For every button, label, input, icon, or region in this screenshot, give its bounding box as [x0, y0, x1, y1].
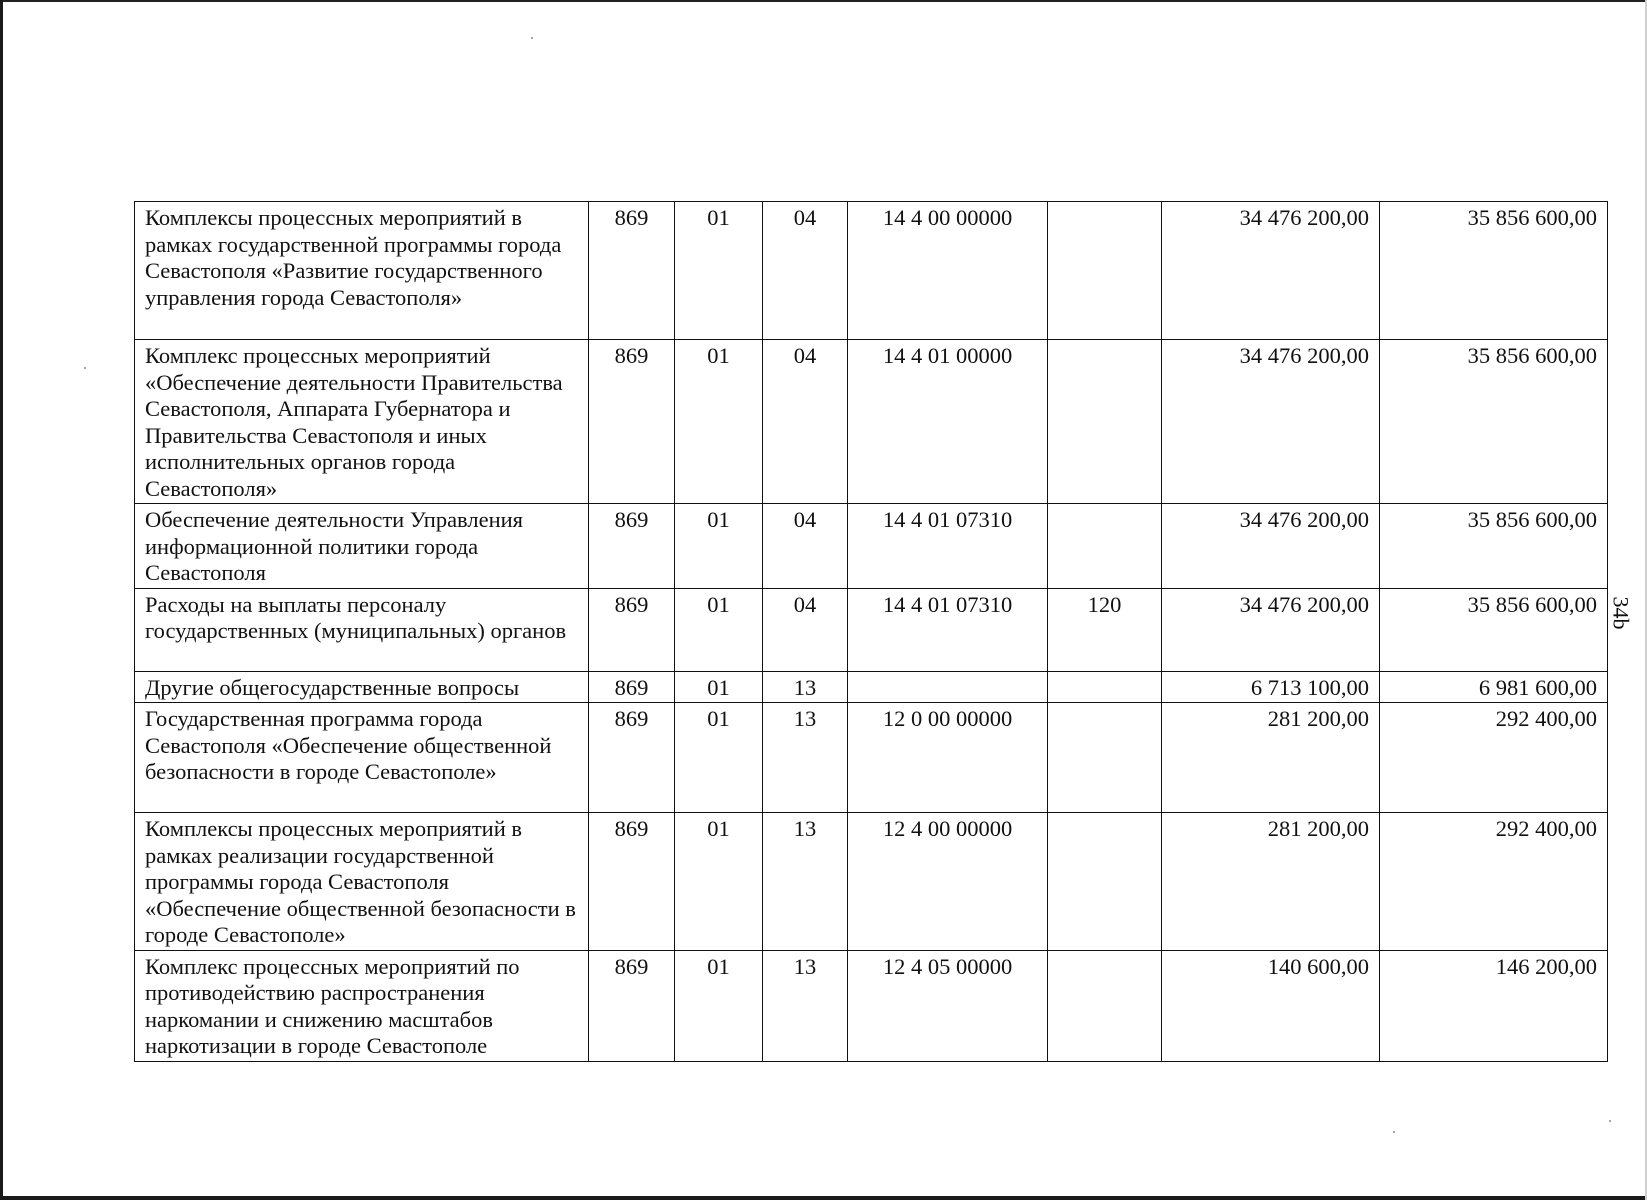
target-article-cell: 14 4 01 00000: [848, 340, 1048, 504]
grbs-code-cell: 869: [589, 588, 675, 671]
scan-speck: [1609, 1120, 1611, 1122]
subsection-code-cell: 13: [763, 703, 848, 813]
grbs-code-cell: 869: [589, 504, 675, 589]
budget-table: [134, 201, 1608, 1062]
scan-speck: [84, 367, 86, 369]
target-article-cell: 14 4 01 07310: [848, 504, 1048, 589]
expense-type-cell: [1048, 703, 1162, 813]
amount-year1-cell: 281 200,00: [1162, 703, 1380, 813]
row-name-cell: Комплекс процессных мероприятий «Обеспечение деятельности Правительства Севастополя, Аппарата Губернатора и Правительства Севастополя и иных исполнительных органов города Севастополя»: [135, 340, 589, 504]
amount-year1-cell: 34 476 200,00: [1162, 588, 1380, 671]
target-article-cell: 12 0 00 00000: [848, 703, 1048, 813]
scan-speck: [1393, 1131, 1395, 1133]
grbs-code-cell: 869: [589, 703, 675, 813]
scan-edge-bottom: [0, 1196, 1647, 1200]
amount-year2-cell: 6 981 600,00: [1380, 671, 1608, 703]
table-row: [135, 588, 1608, 671]
row-name-cell: Расходы на выплаты персоналу государственных (муниципальных) органов: [135, 588, 589, 671]
target-article-cell: 14 4 00 00000: [848, 202, 1048, 340]
expense-type-cell: [1048, 340, 1162, 504]
amount-year1-cell: 6 713 100,00: [1162, 671, 1380, 703]
target-article-cell: 12 4 00 00000: [848, 813, 1048, 951]
target-article-cell: 12 4 05 00000: [848, 950, 1048, 1061]
expense-type-cell: 120: [1048, 588, 1162, 671]
scan-edge-top: [0, 0, 1647, 2]
amount-year2-cell: 292 400,00: [1380, 703, 1608, 813]
amount-year2-cell: 146 200,00: [1380, 950, 1608, 1061]
row-name-cell: Комплексы процессных мероприятий в рамках реализации государственной программы города Севастополя «Обеспечение общественной безопасности в городе Севастополе»: [135, 813, 589, 951]
subsection-code-cell: 04: [763, 504, 848, 589]
subsection-code-cell: 04: [763, 340, 848, 504]
amount-year1-cell: 34 476 200,00: [1162, 504, 1380, 589]
section-code-cell: 01: [675, 504, 763, 589]
table-row: [135, 340, 1608, 504]
amount-year2-cell: 292 400,00: [1380, 813, 1608, 951]
section-code-cell: 01: [675, 703, 763, 813]
table-row: [135, 813, 1608, 951]
grbs-code-cell: 869: [589, 813, 675, 951]
grbs-code-cell: 869: [589, 950, 675, 1061]
amount-year1-cell: 34 476 200,00: [1162, 340, 1380, 504]
subsection-code-cell: 13: [763, 950, 848, 1061]
table-row: [135, 703, 1608, 813]
section-code-cell: 01: [675, 340, 763, 504]
amount-year1-cell: 281 200,00: [1162, 813, 1380, 951]
amount-year1-cell: 140 600,00: [1162, 950, 1380, 1061]
amount-year2-cell: 35 856 600,00: [1380, 504, 1608, 589]
subsection-code-cell: 13: [763, 813, 848, 951]
section-code-cell: 01: [675, 202, 763, 340]
grbs-code-cell: 869: [589, 202, 675, 340]
grbs-code-cell: 869: [589, 340, 675, 504]
section-code-cell: 01: [675, 671, 763, 703]
expense-type-cell: [1048, 813, 1162, 951]
expense-type-cell: [1048, 504, 1162, 589]
expense-type-cell: [1048, 950, 1162, 1061]
page-number-mark: 34b: [1608, 596, 1634, 630]
target-article-cell: 14 4 01 07310: [848, 588, 1048, 671]
table-row: [135, 202, 1608, 340]
subsection-code-cell: 04: [763, 588, 848, 671]
scan-edge-left: [0, 0, 3, 1200]
amount-year1-cell: 34 476 200,00: [1162, 202, 1380, 340]
expense-type-cell: [1048, 671, 1162, 703]
table-row: [135, 950, 1608, 1061]
section-code-cell: 01: [675, 588, 763, 671]
section-code-cell: 01: [675, 813, 763, 951]
row-name-cell: Государственная программа города Севастополя «Обеспечение общественной безопасности в городе Севастополе»: [135, 703, 589, 813]
table-row: [135, 504, 1608, 589]
amount-year2-cell: 35 856 600,00: [1380, 202, 1608, 340]
target-article-cell: [848, 671, 1048, 703]
row-name-cell: Комплекс процессных мероприятий по противодействию распространения наркомании и снижению масштабов наркотизации в городе Севастополе: [135, 950, 589, 1061]
amount-year2-cell: 35 856 600,00: [1380, 340, 1608, 504]
amount-year2-cell: 35 856 600,00: [1380, 588, 1608, 671]
section-code-cell: 01: [675, 950, 763, 1061]
row-name-cell: Другие общегосударственные вопросы: [135, 671, 589, 703]
subsection-code-cell: 13: [763, 671, 848, 703]
scan-speck: [531, 37, 533, 39]
row-name-cell: Комплексы процессных мероприятий в рамках государственной программы города Севастополя «Развитие государственного управления города Севастополя»: [135, 202, 589, 340]
grbs-code-cell: 869: [589, 671, 675, 703]
subsection-code-cell: 04: [763, 202, 848, 340]
row-name-cell: Обеспечение деятельности Управления информационной политики города Севастополя: [135, 504, 589, 589]
expense-type-cell: [1048, 202, 1162, 340]
table-row: [135, 671, 1608, 703]
